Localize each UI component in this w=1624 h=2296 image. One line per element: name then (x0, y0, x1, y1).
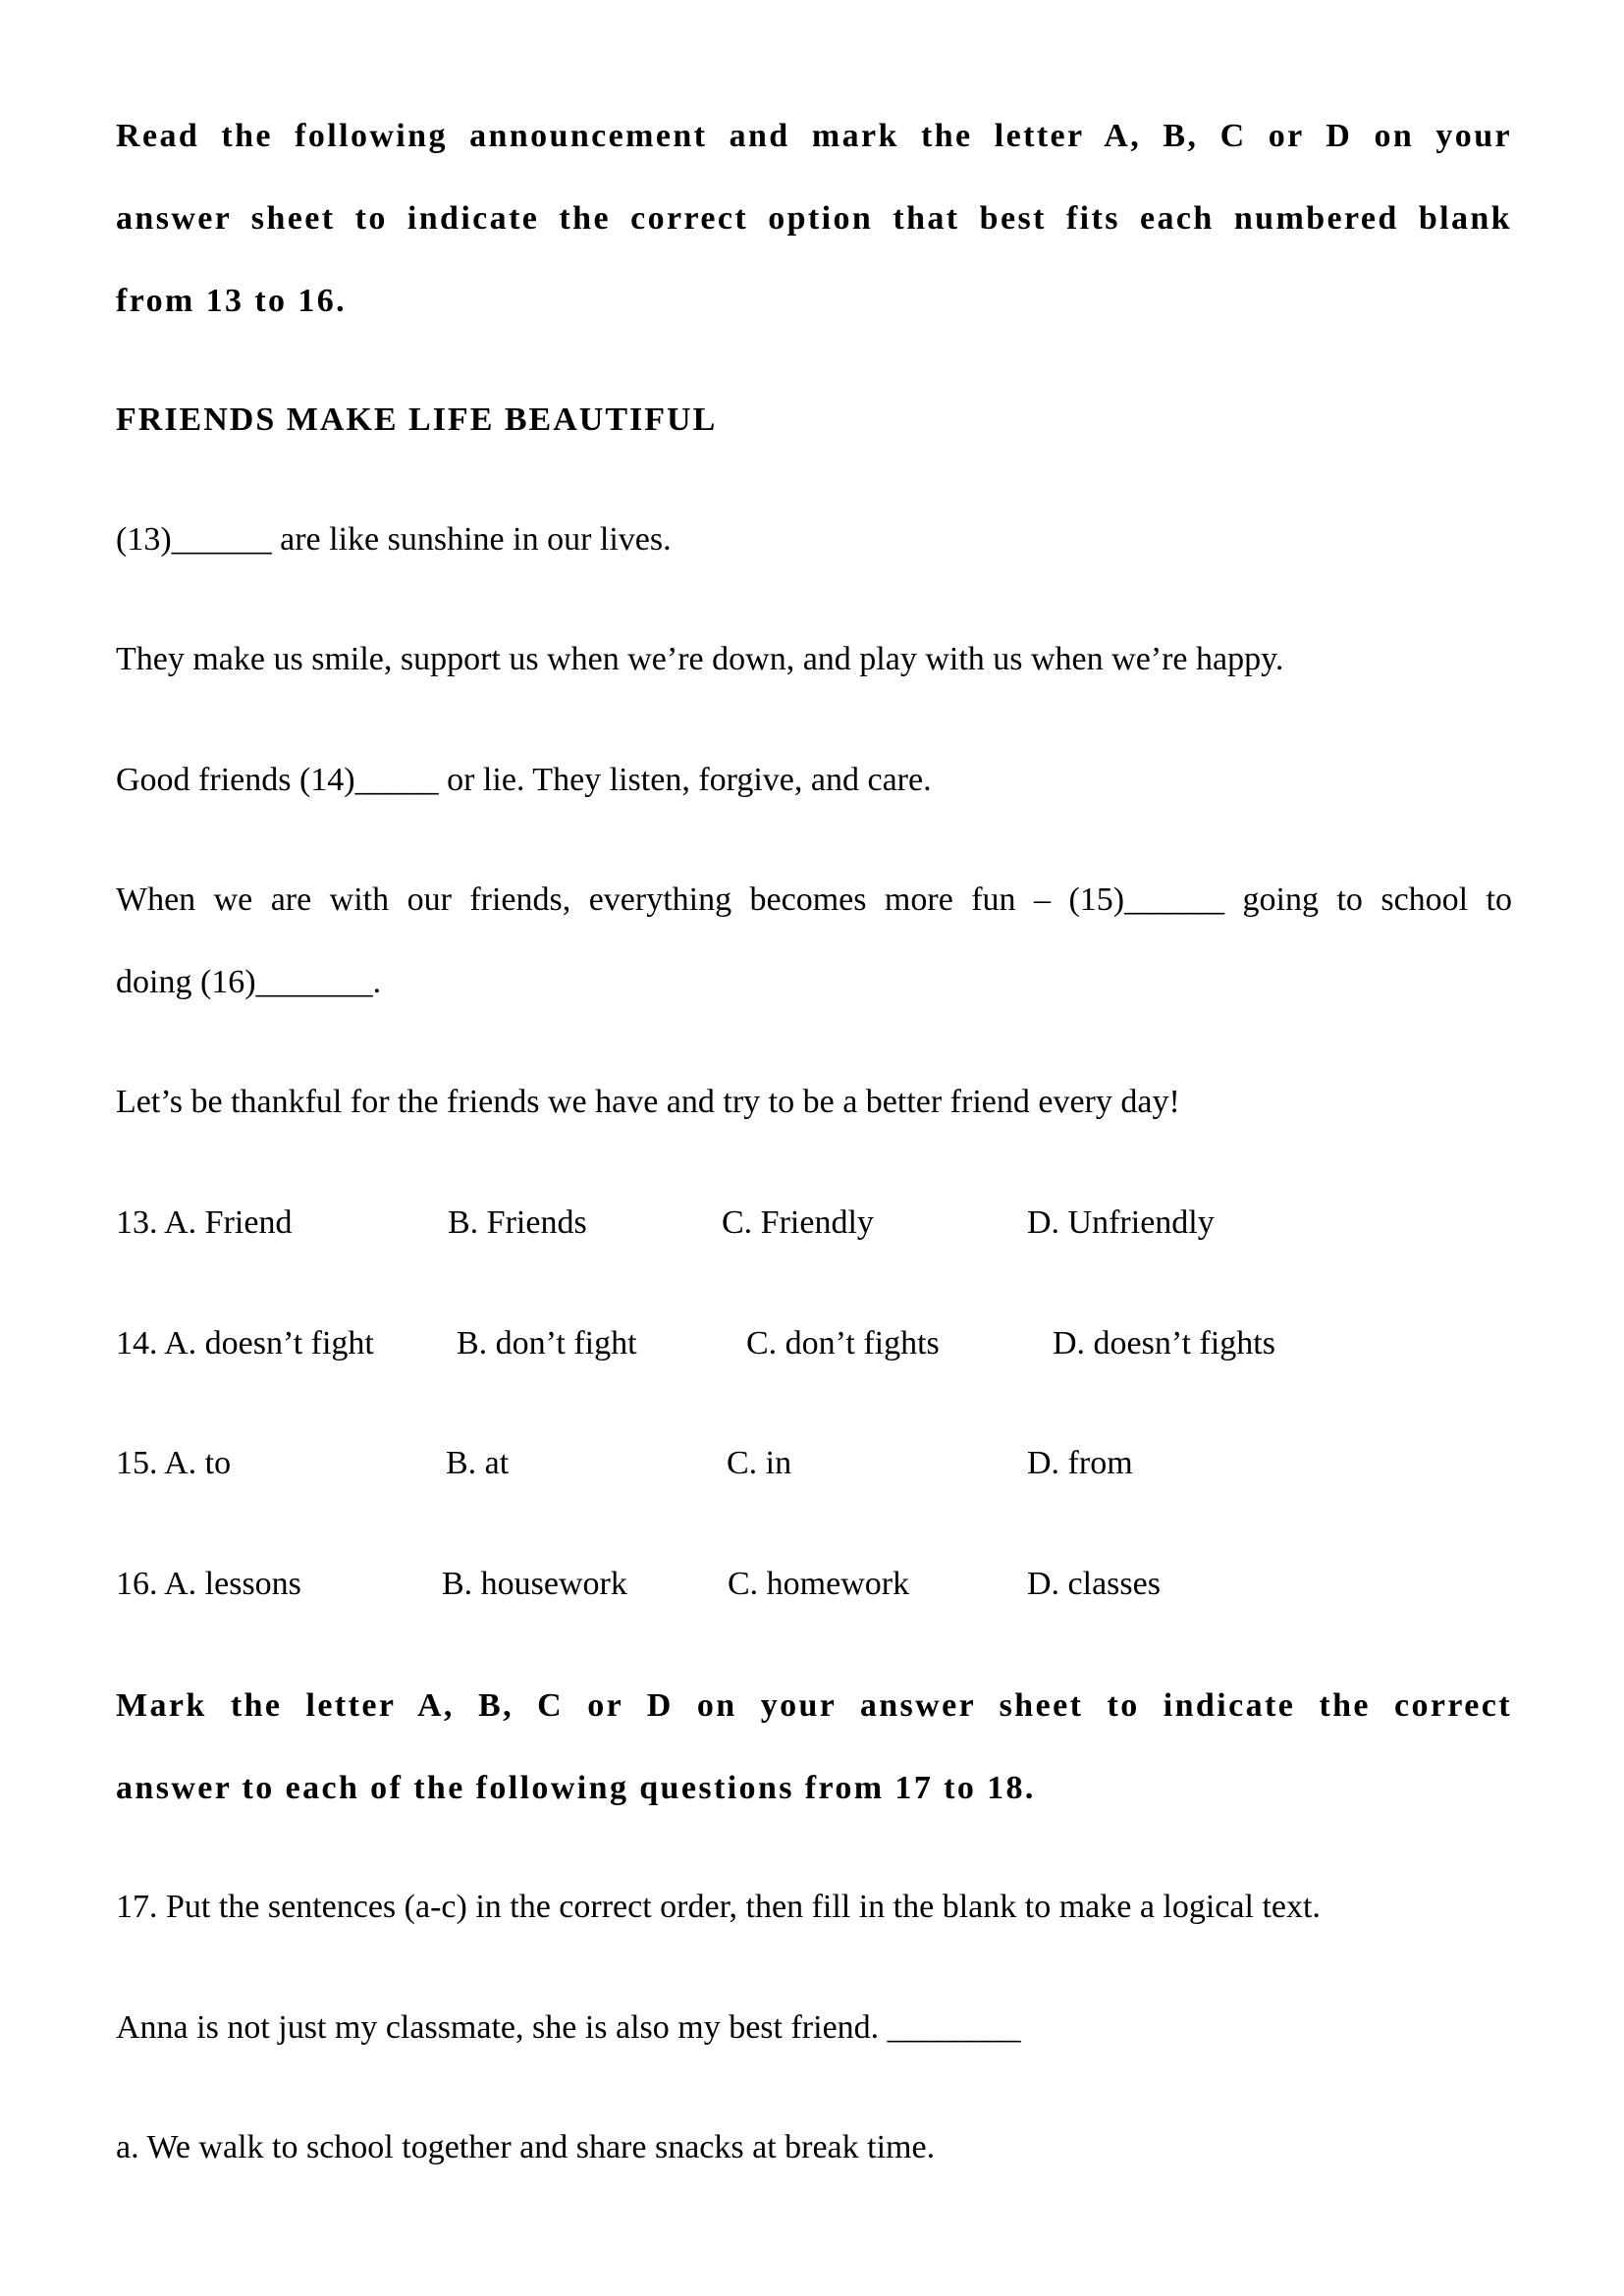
q13-option-b: B. Friends (448, 1204, 587, 1241)
q16-option-b: B. housework (442, 1566, 627, 1602)
q14-option-b: B. don’t fight (457, 1325, 637, 1362)
passage-title: FRIENDS MAKE LIFE BEAUTIFUL (116, 401, 718, 438)
passage-paragraph-5: Let’s be thankful for the friends we have and try to be a better friend every day! (116, 1084, 1180, 1120)
q16-option-c: C. homework (728, 1566, 910, 1602)
q17-sentence-a: a. We walk to school together and share snacks at break time. (116, 2129, 936, 2165)
instruction-line-2: answer sheet to indicate the correct option that best fits each numbered blank (116, 200, 1512, 237)
q15-option-c: C. in (727, 1445, 792, 1481)
q14-option-a: 14. A. doesn’t fight (116, 1325, 374, 1362)
q13-option-a: 13. A. Friend (116, 1204, 293, 1241)
passage-paragraph-4-line-1: When we are with our friends, everything becomes more fun – (15)______ going to school to (116, 881, 1512, 918)
passage-paragraph-3: Good friends (14)_____ or lie. They listen, forgive, and care. (116, 762, 932, 798)
q14-option-d: D. doesn’t fights (1053, 1325, 1275, 1362)
instruction-line-1: Read the following announcement and mark the letter A, B, C or D on your (116, 118, 1512, 154)
q16-option-a: 16. A. lessons (116, 1566, 301, 1602)
q15-option-b: B. at (446, 1445, 510, 1481)
q15-option-a: 15. A. to (116, 1445, 232, 1481)
q17-prompt: 17. Put the sentences (a-c) in the correct order, then fill in the blank to make a logical text. (116, 1889, 1321, 1925)
passage-paragraph-1: (13)______ are like sunshine in our lives. (116, 521, 672, 558)
passage-paragraph-4-line-2: doing (16)_______. (116, 964, 382, 1000)
q15-option-d: D. from (1027, 1445, 1133, 1481)
q16-option-d: D. classes (1027, 1566, 1161, 1602)
q13-option-d: D. Unfriendly (1027, 1204, 1215, 1241)
q17-stem: Anna is not just my classmate, she is also my best friend. ________ (116, 2009, 1021, 2046)
instruction-line-3: from 13 to 16. (116, 283, 348, 319)
passage-paragraph-2: They make us smile, support us when we’re down, and play with us when we’re happy. (116, 641, 1284, 677)
q14-option-c: C. don’t fights (746, 1325, 940, 1362)
instruction-2-line-2: answer to each of the following questions from 17 to 18. (116, 1770, 1036, 1806)
instruction-2-line-1: Mark the letter A, B, C or D on your answer sheet to indicate the correct (116, 1687, 1512, 1724)
q13-option-c: C. Friendly (722, 1204, 874, 1241)
